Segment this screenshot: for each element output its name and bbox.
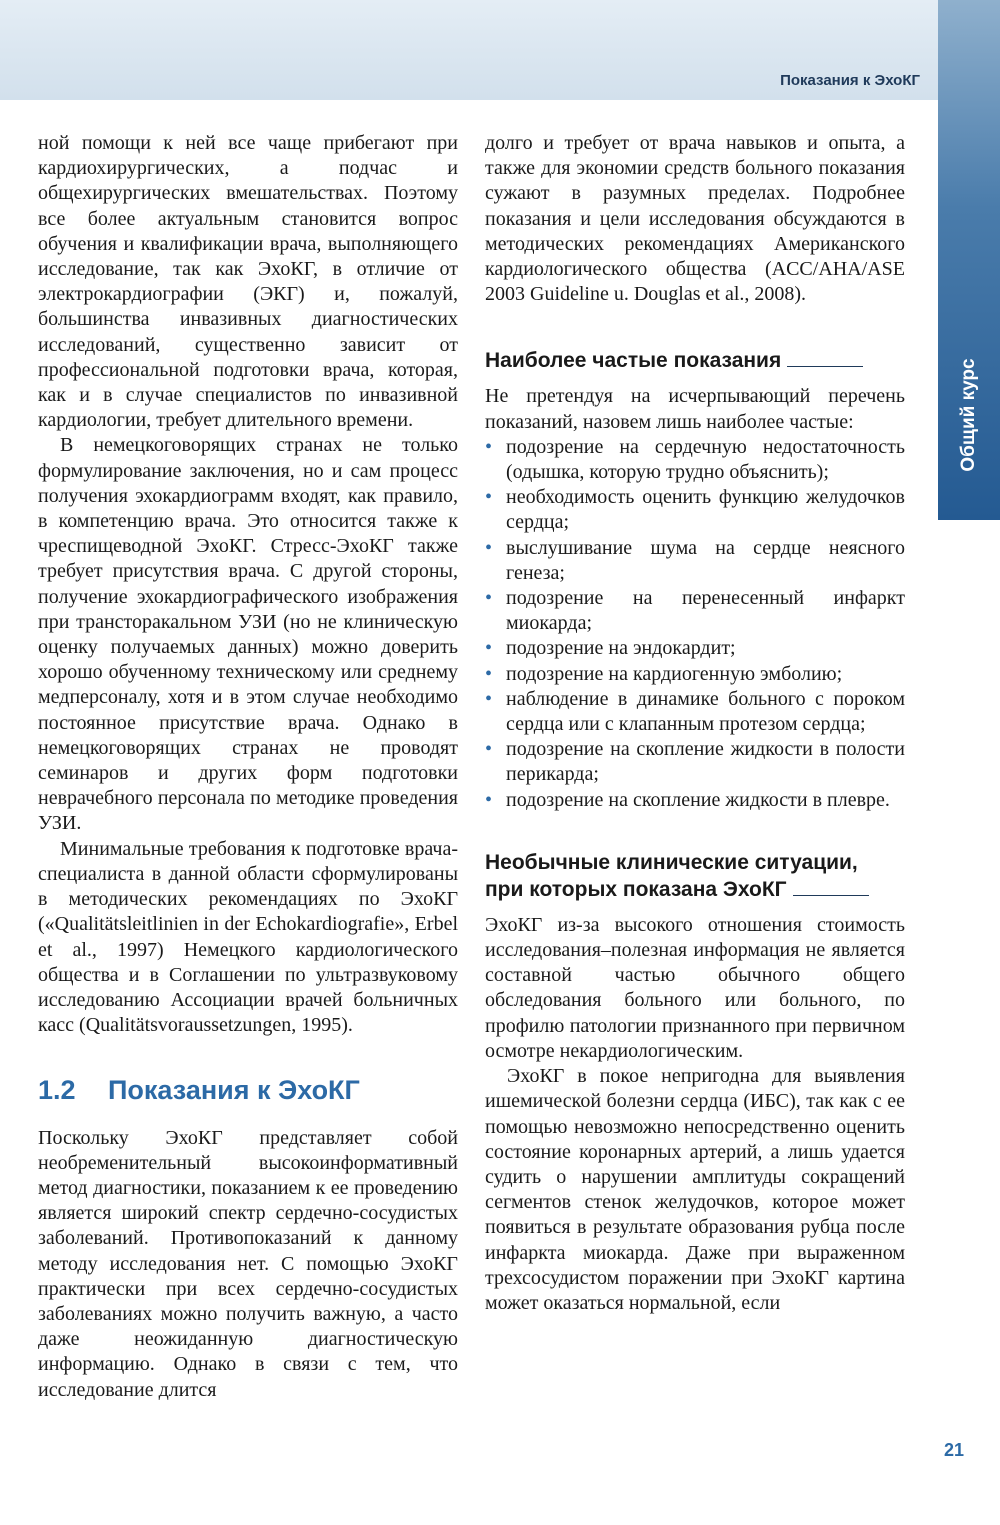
list-item: • подозрение на сердечную недостаточность (одышка, которую трудно объяснить); [485,435,905,485]
list-item: • наблюдение в динамике больного с пороком сердца или с клапанным протезом сердца; [485,687,905,737]
side-tab-text: Общий курс [958,358,979,472]
list-item: • подозрение на эндокардит; [485,636,905,661]
paragraph: ной помощи к ней все чаще прибегают при кардиохирургических, а подчас и общехирургических вмешательствах. Поэтому все более актуальным становится вопрос обучения и квалификации врача, выполняющего исследование, так как ЭхоКГ, в отличие от электрокардиографии (ЭКГ) и, пожалуй, большинства инвазивных диагностических исследований, существенно зависит от профессиональной подготовки врача, которая, как и в случае специалистов по инвазивной кардиологии, требует длительного времени. [38,132,458,432]
subsection-heading [485,849,905,903]
list-item: • подозрение на кардиогенную эмболию; [485,662,905,687]
subsection-title-line1: Необычные клинические ситуации, [485,850,858,874]
list-item: • подозрение на перенесенный инфаркт миокарда; [485,586,905,636]
left-column [38,131,458,1403]
running-head: Показания к ЭхоКГ [780,72,920,89]
heading-rule [793,894,869,896]
section-heading [38,1075,458,1106]
paragraph: ЭхоКГ в покое непригодна для выявления ишемической болезни сердца (ИБС), так как с ее помощью невозможно непосредственно оценить состояние коронарных артерий, а лишь удается судить о нарушении амплитуды сокращений сегментов стенок желудочков, которое может появиться в результате образования рубца после инфаркта миокарда. Даже при выраженном трехсосудистом поражении при ЭхоКГ картина может оказаться нормальной, если [485,1065,905,1314]
section-title: Показания к ЭхоКГ [108,1075,360,1106]
subsection-heading [485,347,905,374]
list-item: • необходимость оценить функцию желудочков сердца; [485,485,905,535]
paragraph: долго и требует от врача навыков и опыта, а также для экономии средств больного показания сужают в разумных пределах. Подробнее показания и цели исследования обсуждаются в методических рекомендациях Американского кардиологического общества (ACC/AHA/ASE 2003 Guideline u. Douglas et al., 2008). [485,132,905,306]
paragraph: Минимальные требования к подготовке врача-специалиста в данной области сформулированы в методических рекомендациях по ЭхоКГ («Qualitätsleitlinien in der Echokardiografie», Erbel et al., 1997) Немецкого кардиологического общества и в Соглашении по ультразвуковому исследованию Ассоциации врачей больничных касс (Qualitätsvoraussetzungen, 1995). [38,837,458,1037]
subsection-title-line2: при которых показана ЭхоКГ [485,877,787,901]
list-intro: Не претендуя на исчерпывающий перечень показаний, назовем лишь наиболее частые: [485,385,905,433]
heading-rule [787,365,863,367]
paragraph: ЭхоКГ из-за высокого отношения стоимость исследования–полезная информация не является составной частью обычного общего обследования больного или больного, по профилю патологии признанного при первичном осмотре некардиологическим. [485,913,905,1062]
list-item: • подозрение на скопление жидкости в полости перикарда; [485,737,905,787]
list-item: • подозрение на скопление жидкости в плевре. [485,788,905,813]
subsection-title: Наиболее частые показания [485,349,782,373]
list-item: • выслушивание шума на сердце неясного генеза; [485,536,905,586]
section-number: 1.2 [38,1075,76,1106]
paragraph: Поскольку ЭхоКГ представляет собой необременительный высокоинформативный метод диагностики, показанием к ее проведению является широкий спектр сердечно-сосудистых заболеваний. Противопоказаний к данному методу исследования нет. С помощью ЭхоКГ практически при всех сердечно-сосудистых заболеваниях можно получить важную, а часто даже неожиданную диагностическую информацию. Однако в связи с тем, что исследование длится [38,1126,458,1401]
right-column [485,131,905,1316]
paragraph: В немецкоговорящих странах не только формулирование заключения, но и сам процесс получения эхокардиограмм входят, как правило, в компетенцию врача. Это относится также к чреспищеводной ЭхоКГ. Стресс-ЭхоКГ также требует присутствия врача. С другой стороны, получение эхокардиографического изображения при трансторакальном УЗИ (но не клиническую оценку получаемых данных) можно доверить хорошо обученному техническому или среднему медперсоналу, хотя и в этом случае необходимо постоянное присутствие врача. Однако в немецкоговорящих странах не проводят семинаров и других форм подготовки неврачебного персонала по методике проведения УЗИ. [38,434,458,835]
side-tab-label [938,325,1000,505]
indications-list [485,435,905,813]
page-number: 21 [943,1440,964,1460]
